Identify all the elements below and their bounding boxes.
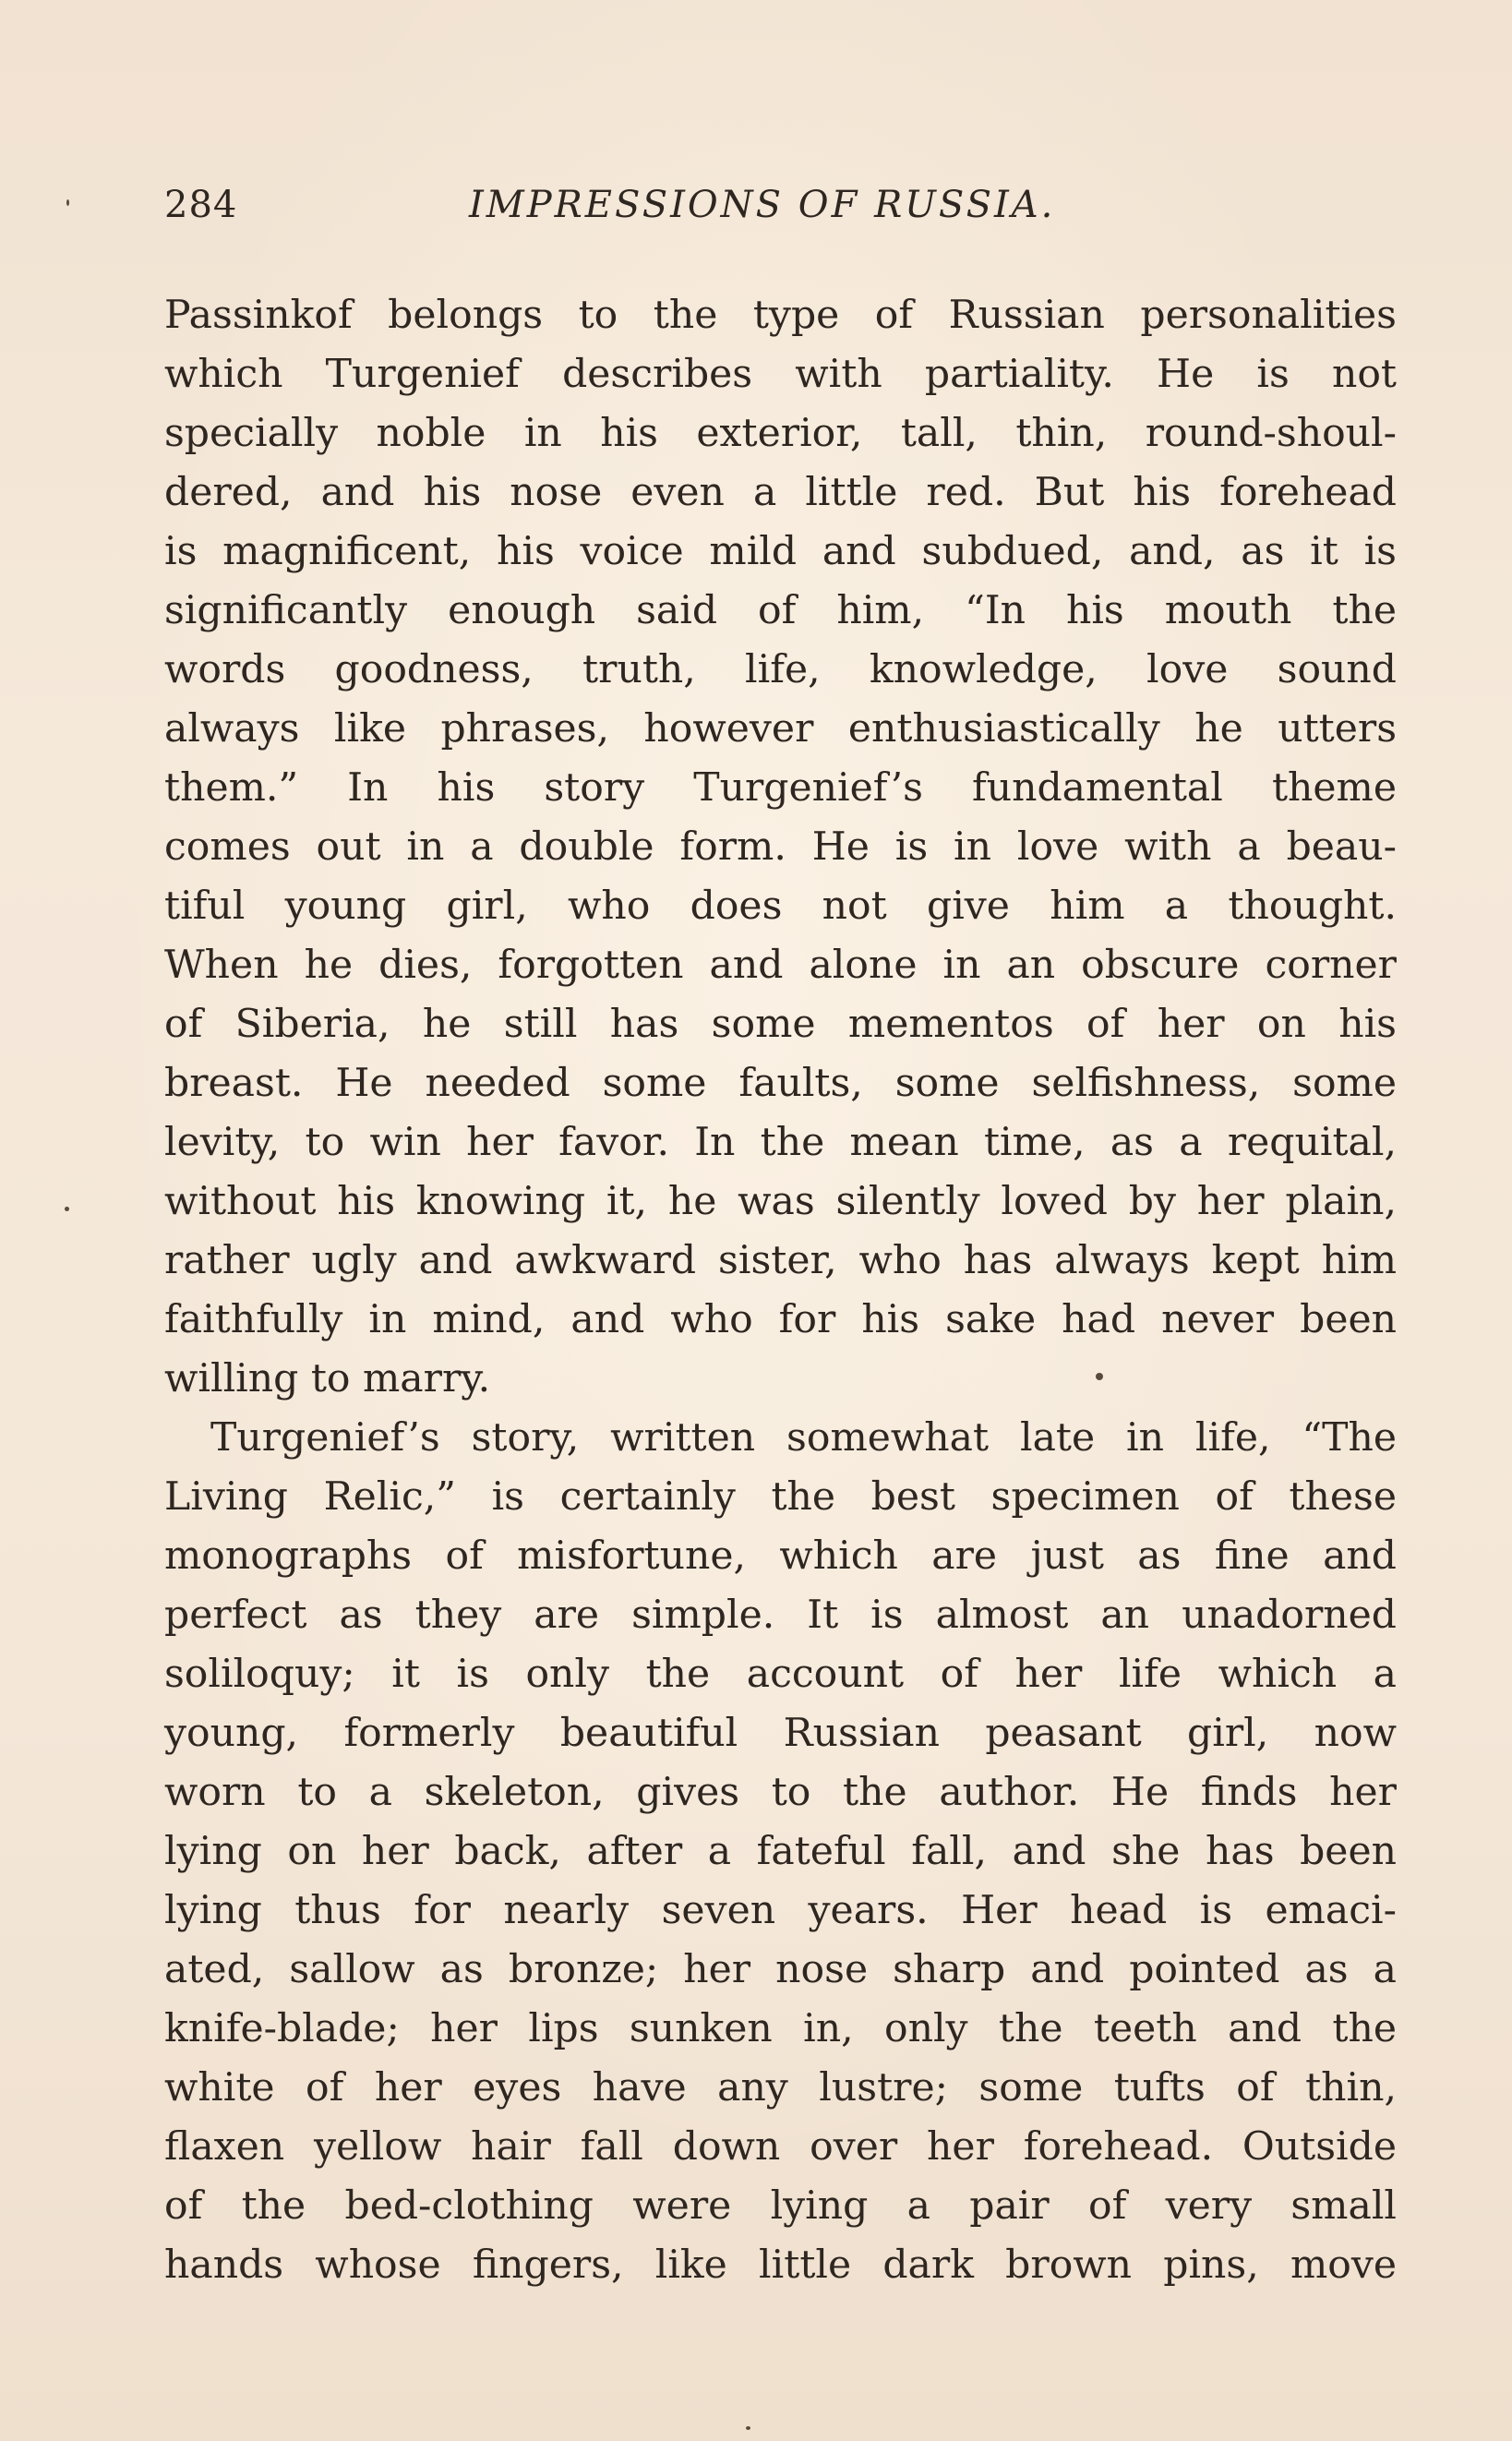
text-line: always like phrases, however enthusiastically he utters [164, 706, 1397, 752]
text-line: soliloquy; it is only the account of her life which a [164, 1652, 1397, 1697]
text-line: Living Relic,” is certainly the best specimen of these [164, 1474, 1397, 1520]
body-text [164, 286, 1397, 2295]
text-line: tiful young girl, who does not give him a thought. [164, 884, 1397, 929]
text-line: which Turgenief describes with partiality. He is not [164, 352, 1397, 397]
text-line: dered, and his nose even a little red. But his forehead [164, 470, 1397, 515]
text-line: perfect as they are simple. It is almost an unadorned [164, 1593, 1397, 1638]
text-line: willing to marry. [164, 1356, 491, 1401]
text-line: of Siberia, he still has some mementos of her on his [164, 1002, 1397, 1047]
text-line: lying thus for nearly seven years. Her head is emaci- [164, 1888, 1397, 1933]
text-line: faithfully in mind, and who for his sake had never been [164, 1297, 1397, 1342]
text-line: of the bed-clothing were lying a pair of very small [164, 2183, 1397, 2229]
text-line: When he dies, forgotten and alone in an obscure corner [164, 943, 1397, 988]
text-line: white of her eyes have any lustre; some tufts of thin, [164, 2065, 1397, 2110]
text-line: flaxen yellow hair fall down over her forehead. Outside [164, 2124, 1397, 2170]
text-line: Passinkof belongs to the type of Russian personalities [164, 293, 1397, 338]
text-line: ated, sallow as bronze; her nose sharp and pointed as a [164, 1947, 1397, 1992]
print-speck [1096, 1373, 1103, 1380]
text-line: is magnificent, his voice mild and subdued, and, as it is [164, 529, 1397, 574]
text-line: knife-blade; her lips sunken in, only the teeth and the [164, 2006, 1397, 2051]
text-line: monographs of misfortune, which are just as fine and [164, 1533, 1397, 1579]
text-line: comes out in a double form. He is in love with a beau- [164, 824, 1397, 870]
text-line: them.” In his story Turgenief’s fundamental theme [164, 765, 1397, 811]
text-line: words goodness, truth, life, knowledge, love sound [164, 647, 1397, 692]
text-line: worn to a skeleton, gives to the author. He finds her [164, 1770, 1397, 1815]
text-line: rather ugly and awkward sister, who has always kept him [164, 1238, 1397, 1283]
print-speck [746, 2426, 750, 2430]
text-line: significantly enough said of him, “In his mouth the [164, 588, 1397, 633]
text-line: hands whose fingers, like little dark brown pins, move [164, 2243, 1397, 2288]
page-header [164, 177, 1397, 233]
text-line: Turgenief’s story, written somewhat late in life, “The [210, 1415, 1397, 1461]
text-line: young, formerly beautiful Russian peasant girl, now [164, 1711, 1397, 1756]
text-line: without his knowing it, he was silently loved by her plain, [164, 1179, 1397, 1224]
text-line: breast. He needed some faults, some selfishness, some [164, 1061, 1397, 1106]
running-title: IMPRESSIONS OF RUSSIA. [469, 184, 1056, 226]
text-line: specially noble in his exterior, tall, thin, round-shoul- [164, 411, 1397, 456]
print-speck [65, 1207, 69, 1211]
text-line: levity, to win her favor. In the mean time, as a requital, [164, 1120, 1397, 1165]
print-speck [66, 199, 69, 206]
text-line: lying on her back, after a fateful fall, and she has been [164, 1829, 1397, 1874]
page-number: 284 [164, 184, 238, 226]
